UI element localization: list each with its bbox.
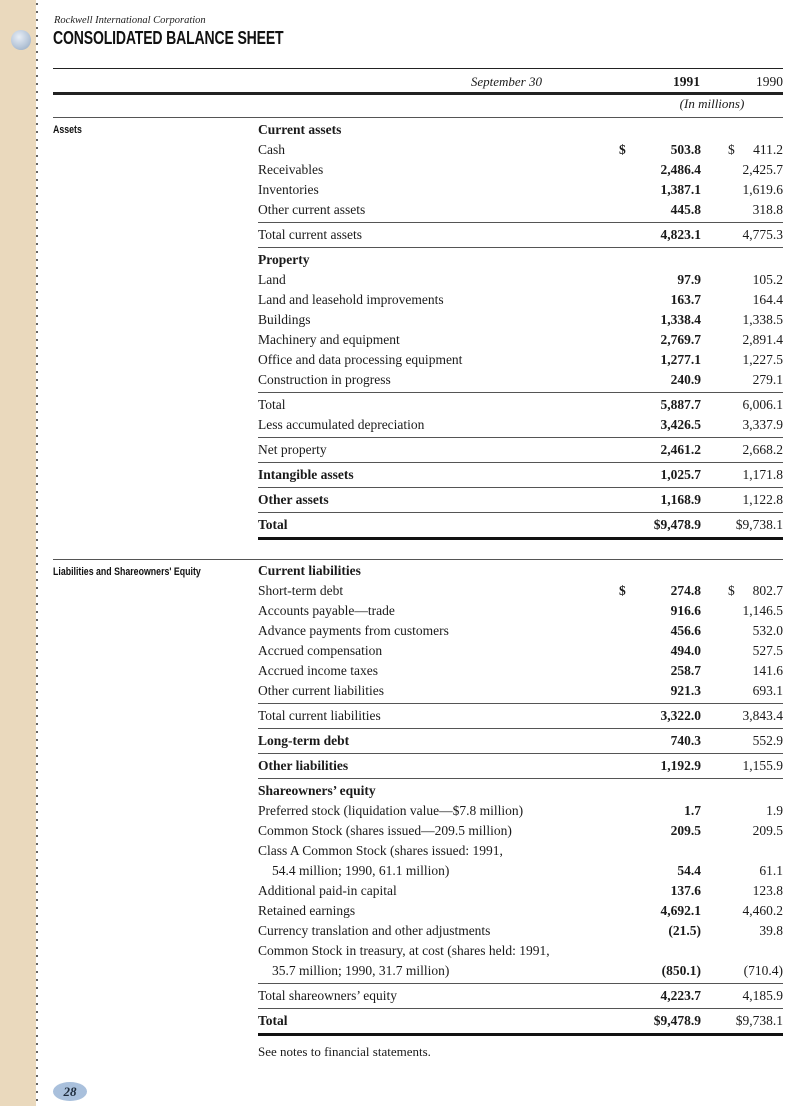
value-text: 1,619.6 bbox=[742, 182, 783, 197]
value-text: 3,322.0 bbox=[660, 708, 701, 723]
table-row bbox=[258, 200, 783, 220]
value-text: $9,738.1 bbox=[735, 517, 783, 532]
row-label: Total bbox=[258, 1013, 288, 1028]
value-text: 1,387.1 bbox=[660, 182, 701, 197]
value-text: 2,461.2 bbox=[660, 442, 701, 457]
page-number: 28 bbox=[53, 1082, 87, 1101]
row-label: Advance payments from customers bbox=[258, 623, 449, 638]
table-row bbox=[258, 921, 783, 941]
value-1990 bbox=[701, 180, 783, 200]
row-label: Total current assets bbox=[258, 227, 363, 242]
value-1990 bbox=[701, 225, 783, 245]
value-1991 bbox=[581, 581, 701, 601]
value-1990 bbox=[701, 1011, 783, 1031]
value-text: 4,460.2 bbox=[742, 903, 783, 918]
value-1991 bbox=[581, 961, 701, 981]
table-row bbox=[258, 941, 783, 981]
value-1990 bbox=[701, 160, 783, 180]
bullet-ball-icon bbox=[11, 30, 31, 50]
value-text: 1,168.9 bbox=[660, 492, 701, 507]
table-row bbox=[258, 270, 783, 290]
row-label: Preferred stock (liquidation value—$7.8 million) bbox=[258, 803, 524, 818]
section-heading-row bbox=[258, 120, 783, 140]
row-label: Property bbox=[258, 252, 310, 267]
value-1990 bbox=[701, 601, 783, 621]
value-text: 1.9 bbox=[766, 803, 783, 818]
table-row bbox=[258, 983, 783, 1006]
value-1990 bbox=[701, 370, 783, 390]
row-label: Other current assets bbox=[258, 202, 366, 217]
value-1990 bbox=[701, 881, 783, 901]
section-heading-row bbox=[258, 561, 783, 581]
value-1991 bbox=[581, 641, 701, 661]
value-1991 bbox=[581, 140, 701, 160]
row-label-line2: 54.4 million; 1990, 61.1 million) bbox=[272, 863, 450, 878]
value-1990 bbox=[701, 440, 783, 460]
row-label: Land and leasehold improvements bbox=[258, 292, 444, 307]
value-1990 bbox=[701, 140, 783, 160]
row-label: Shareowners’ equity bbox=[258, 783, 376, 798]
value-text: (710.4) bbox=[743, 963, 783, 978]
row-label: Total bbox=[258, 517, 288, 532]
value-text: 552.9 bbox=[752, 733, 783, 748]
value-1990 bbox=[701, 921, 783, 941]
row-label-line1: Common Stock in treasury, at cost (shares held: 1991, bbox=[258, 943, 550, 958]
value-1990 bbox=[701, 515, 783, 535]
row-label: Accrued compensation bbox=[258, 643, 383, 658]
row-label: Receivables bbox=[258, 162, 324, 177]
value-1991 bbox=[581, 490, 701, 510]
value-text: 318.8 bbox=[752, 202, 783, 217]
value-1991 bbox=[581, 921, 701, 941]
value-1990 bbox=[701, 661, 783, 681]
value-1990 bbox=[701, 330, 783, 350]
value-text: 2,668.2 bbox=[742, 442, 783, 457]
value-1990 bbox=[701, 200, 783, 220]
value-text: 1,122.8 bbox=[742, 492, 783, 507]
table-row bbox=[258, 140, 783, 160]
value-1990 bbox=[701, 581, 783, 601]
table-row bbox=[258, 601, 783, 621]
value-text: $9,478.9 bbox=[653, 517, 701, 532]
row-label: Buildings bbox=[258, 312, 311, 327]
value-1991 bbox=[581, 370, 701, 390]
value-text: 1,338.5 bbox=[742, 312, 783, 327]
value-text: 209.5 bbox=[670, 823, 701, 838]
table-row bbox=[258, 841, 783, 881]
value-text: 4,775.3 bbox=[742, 227, 783, 242]
value-text: 54.4 bbox=[677, 863, 701, 878]
table-row bbox=[258, 753, 783, 776]
value-text: 3,426.5 bbox=[660, 417, 701, 432]
value-1990 bbox=[701, 901, 783, 921]
value-1991 bbox=[581, 601, 701, 621]
table-row bbox=[258, 392, 783, 415]
value-1991 bbox=[581, 621, 701, 641]
row-label: Inventories bbox=[258, 182, 319, 197]
liabilities-table bbox=[258, 561, 783, 1036]
row-label: Common Stock (shares issued—209.5 million) bbox=[258, 823, 512, 838]
value-1991 bbox=[581, 395, 701, 415]
value-1991 bbox=[581, 661, 701, 681]
table-row bbox=[258, 370, 783, 390]
value-text: 258.7 bbox=[670, 663, 701, 678]
value-1991 bbox=[581, 310, 701, 330]
table-row bbox=[258, 222, 783, 245]
value-1991 bbox=[581, 160, 701, 180]
value-1991 bbox=[581, 756, 701, 776]
value-1990 bbox=[701, 961, 783, 981]
value-text: 6,006.1 bbox=[742, 397, 783, 412]
value-text: 2,486.4 bbox=[660, 162, 701, 177]
value-1990 bbox=[701, 621, 783, 641]
value-1991 bbox=[581, 861, 701, 881]
table-row bbox=[258, 350, 783, 370]
date-label: September 30 bbox=[470, 74, 542, 89]
table-row bbox=[258, 661, 783, 681]
row-label: Currency translation and other adjustments bbox=[258, 923, 491, 938]
value-text: 2,769.7 bbox=[660, 332, 701, 347]
units-label: (In millions) bbox=[679, 96, 745, 111]
value-text: 97.9 bbox=[677, 272, 701, 287]
value-1990 bbox=[701, 490, 783, 510]
assets-table bbox=[258, 120, 783, 540]
value-text: 209.5 bbox=[752, 823, 783, 838]
value-text: 2,891.4 bbox=[742, 332, 783, 347]
section-label-assets: Assets bbox=[53, 124, 82, 136]
value-text: 1,277.1 bbox=[660, 352, 701, 367]
table-row bbox=[258, 462, 783, 485]
value-text: 39.8 bbox=[759, 923, 783, 938]
value-text: 240.9 bbox=[670, 372, 701, 387]
value-text: 921.3 bbox=[670, 683, 701, 698]
value-text: 105.2 bbox=[752, 272, 783, 287]
value-text: 1,171.8 bbox=[742, 467, 783, 482]
value-text: 164.4 bbox=[752, 292, 783, 307]
value-text: 274.8 bbox=[670, 583, 701, 598]
row-label: Long-term debt bbox=[258, 733, 350, 748]
value-1990 bbox=[701, 395, 783, 415]
row-label: Machinery and equipment bbox=[258, 332, 400, 347]
assets-top-rule bbox=[53, 117, 783, 118]
value-text: $9,738.1 bbox=[735, 1013, 783, 1028]
value-text: 4,223.7 bbox=[660, 988, 701, 1003]
value-text: 279.1 bbox=[752, 372, 783, 387]
table-row bbox=[258, 512, 783, 540]
dollar-sign: $ bbox=[619, 583, 626, 598]
value-1991 bbox=[581, 225, 701, 245]
row-label: Total bbox=[258, 397, 286, 412]
value-text: 1,146.5 bbox=[742, 603, 783, 618]
page-margin-strip bbox=[0, 0, 36, 1106]
table-row bbox=[258, 801, 783, 821]
value-1991 bbox=[581, 801, 701, 821]
value-1991 bbox=[581, 986, 701, 1006]
row-label bbox=[258, 941, 581, 981]
row-label: Accrued income taxes bbox=[258, 663, 378, 678]
value-text: 693.1 bbox=[752, 683, 783, 698]
table-row bbox=[258, 160, 783, 180]
value-text: 1,025.7 bbox=[660, 467, 701, 482]
value-text: 740.3 bbox=[670, 733, 701, 748]
header-top-rule bbox=[53, 68, 783, 69]
value-1991 bbox=[581, 821, 701, 841]
row-label: Less accumulated depreciation bbox=[258, 417, 425, 432]
value-1990 bbox=[701, 821, 783, 841]
section-heading-row bbox=[258, 778, 783, 801]
table-row bbox=[258, 415, 783, 435]
value-text: 123.8 bbox=[752, 883, 783, 898]
value-1991 bbox=[581, 731, 701, 751]
row-label: Land bbox=[258, 272, 286, 287]
value-1991 bbox=[581, 330, 701, 350]
value-1991 bbox=[581, 200, 701, 220]
table-row bbox=[258, 881, 783, 901]
table-row bbox=[258, 180, 783, 200]
section-label-liabilities: Liabilities and Shareowners' Equity bbox=[53, 566, 201, 578]
row-label: Net property bbox=[258, 442, 327, 457]
value-text: 494.0 bbox=[670, 643, 701, 658]
table-row bbox=[258, 901, 783, 921]
row-label bbox=[258, 841, 581, 881]
value-1991 bbox=[581, 1011, 701, 1031]
row-label: Additional paid-in capital bbox=[258, 883, 397, 898]
value-1990 bbox=[701, 986, 783, 1006]
year-prior: 1990 bbox=[756, 74, 783, 89]
row-label-line2: 35.7 million; 1990, 31.7 million) bbox=[272, 963, 450, 978]
row-label: Cash bbox=[258, 142, 285, 157]
row-label: Total shareowners’ equity bbox=[258, 988, 398, 1003]
row-label: Short-term debt bbox=[258, 583, 344, 598]
value-text: 445.8 bbox=[670, 202, 701, 217]
value-1991 bbox=[581, 270, 701, 290]
value-1990 bbox=[701, 801, 783, 821]
value-text: (21.5) bbox=[668, 923, 701, 938]
page-title: CONSOLIDATED BALANCE SHEET bbox=[53, 28, 284, 48]
table-row bbox=[258, 310, 783, 330]
value-1991 bbox=[581, 290, 701, 310]
value-1990 bbox=[701, 756, 783, 776]
perforation-dots bbox=[36, 0, 38, 1106]
value-text: 916.6 bbox=[670, 603, 701, 618]
value-1991 bbox=[581, 465, 701, 485]
row-label: Retained earnings bbox=[258, 903, 356, 918]
value-1991 bbox=[581, 350, 701, 370]
row-label: Current liabilities bbox=[258, 563, 361, 578]
value-1991 bbox=[581, 881, 701, 901]
value-text: 3,337.9 bbox=[742, 417, 783, 432]
row-label: Construction in progress bbox=[258, 372, 391, 387]
header-thick-rule bbox=[53, 92, 783, 95]
table-row bbox=[258, 641, 783, 661]
value-text: 503.8 bbox=[670, 142, 701, 157]
table-row bbox=[258, 621, 783, 641]
value-text: 4,692.1 bbox=[660, 903, 701, 918]
value-text: 4,185.9 bbox=[742, 988, 783, 1003]
dollar-sign: $ bbox=[728, 142, 735, 157]
dollar-sign: $ bbox=[619, 142, 626, 157]
table-row bbox=[258, 728, 783, 751]
value-1990 bbox=[701, 350, 783, 370]
value-text: 3,843.4 bbox=[742, 708, 783, 723]
row-label: Intangible assets bbox=[258, 467, 354, 482]
value-text: 411.2 bbox=[753, 142, 783, 157]
table-row bbox=[258, 487, 783, 510]
table-row bbox=[258, 330, 783, 350]
value-text: 2,425.7 bbox=[742, 162, 783, 177]
value-1991 bbox=[581, 901, 701, 921]
row-label: Other assets bbox=[258, 492, 329, 507]
value-text: 527.5 bbox=[752, 643, 783, 658]
dollar-sign: $ bbox=[728, 583, 735, 598]
value-1990 bbox=[701, 290, 783, 310]
value-text: 1,227.5 bbox=[742, 352, 783, 367]
value-text: $9,478.9 bbox=[653, 1013, 701, 1028]
table-row bbox=[258, 821, 783, 841]
value-1990 bbox=[701, 465, 783, 485]
value-1991 bbox=[581, 706, 701, 726]
row-label: Accounts payable—trade bbox=[258, 603, 395, 618]
value-1990 bbox=[701, 731, 783, 751]
liabilities-top-rule bbox=[53, 559, 783, 560]
value-text: 141.6 bbox=[752, 663, 783, 678]
table-row bbox=[258, 437, 783, 460]
row-label: Other current liabilities bbox=[258, 683, 384, 698]
value-text: 163.7 bbox=[670, 292, 701, 307]
value-1990 bbox=[701, 415, 783, 435]
value-1990 bbox=[701, 706, 783, 726]
value-1990 bbox=[701, 310, 783, 330]
table-row bbox=[258, 1008, 783, 1036]
row-label: Office and data processing equipment bbox=[258, 352, 463, 367]
row-label: Other liabilities bbox=[258, 758, 349, 773]
value-text: 1,155.9 bbox=[742, 758, 783, 773]
table-row bbox=[258, 290, 783, 310]
value-text: 1.7 bbox=[684, 803, 701, 818]
value-1991 bbox=[581, 515, 701, 535]
value-text: 5,887.7 bbox=[660, 397, 701, 412]
value-text: 532.0 bbox=[752, 623, 783, 638]
section-heading-row bbox=[258, 247, 783, 270]
value-1990 bbox=[701, 641, 783, 661]
value-text: 61.1 bbox=[759, 863, 783, 878]
value-text: 802.7 bbox=[752, 583, 783, 598]
year-current: 1991 bbox=[673, 74, 700, 89]
value-text: 1,192.9 bbox=[660, 758, 701, 773]
company-name: Rockwell International Corporation bbox=[54, 15, 206, 26]
value-text: 4,823.1 bbox=[660, 227, 701, 242]
value-1991 bbox=[581, 180, 701, 200]
value-text: 1,338.4 bbox=[660, 312, 701, 327]
value-1990 bbox=[701, 270, 783, 290]
value-text: (850.1) bbox=[661, 963, 701, 978]
value-1990 bbox=[701, 861, 783, 881]
table-row bbox=[258, 703, 783, 726]
value-1991 bbox=[581, 681, 701, 701]
table-row bbox=[258, 681, 783, 701]
value-1991 bbox=[581, 440, 701, 460]
row-label: Total current liabilities bbox=[258, 708, 381, 723]
notes-text: See notes to financial statements. bbox=[258, 1044, 431, 1059]
value-1991 bbox=[581, 415, 701, 435]
row-label-line1: Class A Common Stock (shares issued: 1991, bbox=[258, 843, 503, 858]
row-label: Current assets bbox=[258, 122, 342, 137]
value-1990 bbox=[701, 681, 783, 701]
value-text: 137.6 bbox=[670, 883, 701, 898]
table-row bbox=[258, 581, 783, 601]
value-text: 456.6 bbox=[670, 623, 701, 638]
